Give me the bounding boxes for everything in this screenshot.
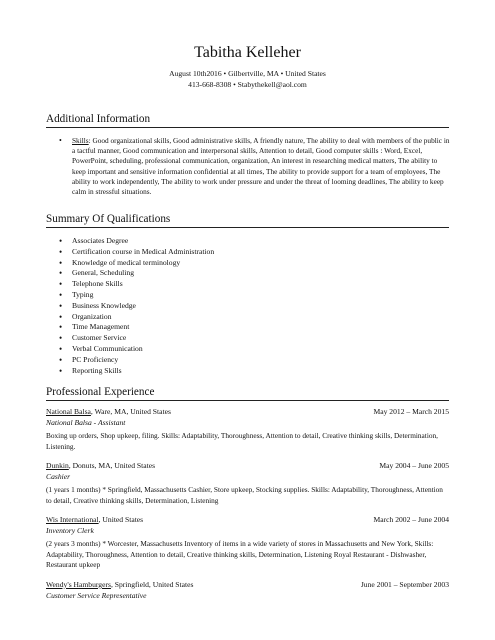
job-header <box>46 514 449 525</box>
job-location: , Donuts, MA, United States <box>68 461 156 470</box>
skills-label: Skills <box>72 136 89 145</box>
contact-line-phone-email: 413-668-8308 • Stabythekell@aol.com <box>188 80 307 89</box>
job-entry-national-balsa <box>46 406 449 452</box>
list-item: • Customer Service <box>59 333 214 344</box>
list-item: • Certification course in Medical Administration <box>59 247 214 258</box>
section-title-summary-of-qualifications: Summary Of Qualifications <box>46 212 449 228</box>
qualifications-list <box>59 236 214 376</box>
list-item: • Organization <box>59 312 214 323</box>
bullet-icon: • <box>59 136 62 145</box>
job-location: , United States <box>98 515 144 524</box>
job-title: Cashier <box>46 472 71 481</box>
job-company: Wis International <box>46 515 99 524</box>
job-entry-wis-international <box>46 514 449 571</box>
list-item: • General, Scheduling <box>59 268 214 279</box>
list-item: • Associates Degree <box>59 236 214 247</box>
job-dates: May 2012 – March 2015 <box>373 407 449 416</box>
job-employer <box>46 406 171 417</box>
job-description: (1 years 1 months) * Springfield, Massachusetts Cashier, Store upkeep, Stocking supplies. Skills: Adaptability, Thoroughness, Attention to detail, Creative thinking skills, Determination, Listening <box>46 485 443 505</box>
job-entry-dunkin <box>46 460 449 506</box>
job-description: (2 years 3 months) * Worcester, Massachusetts Inventory of items in a wide variety of stores in Massachusetts and New York, Skills: Adaptability, Thoroughness, Attention to detail, Creative thinking skills, Determination, Listening Royal Restaurant - Dishwasher, Restaurant upkeep <box>46 539 434 570</box>
job-company: Dunkin <box>46 461 69 470</box>
job-description: Boxing up orders, Shop upkeep, filing. Skills: Adaptability, Thoroughness, Attention to detail, Creative thinking skills, Determination, Listening. <box>46 431 438 451</box>
job-header <box>46 460 449 471</box>
job-title: Inventory Clerk <box>46 526 94 535</box>
job-employer <box>46 514 143 525</box>
job-location: , Ware, MA, United States <box>90 407 171 416</box>
job-header <box>46 579 449 590</box>
contact-line-date-location: August 10th2016 • Gilbertville, MA • United States <box>169 69 326 78</box>
list-item: • Time Management <box>59 322 214 333</box>
list-item: • Telephone Skills <box>59 279 214 290</box>
job-dates: May 2004 – June 2005 <box>379 461 449 470</box>
job-location: , Springfield, United States <box>110 580 194 589</box>
list-item: • PC Proficiency <box>59 355 214 366</box>
list-item: • Verbal Communication <box>59 344 214 355</box>
section-title-professional-experience: Professional Experience <box>46 385 449 401</box>
job-employer <box>46 460 155 471</box>
skills-paragraph <box>59 136 452 197</box>
list-item: • Business Knowledge <box>59 301 214 312</box>
job-title: Customer Service Representative <box>46 591 147 600</box>
job-entry-wendys-hamburgers <box>46 579 449 601</box>
job-company: National Balsa <box>46 407 91 416</box>
skills-text: : Good organizational skills, Good administrative skills, A friendly nature, The ability to deal with members of the public in a tactful manner, Good communication and interpersonal skills, Attention to detail, Good computer skills : Word, Excel, PowerPoint, scheduling, professional communication, organization, An interest in researching medical matters, The ability to keep important and sensitive information confidential at all times, The ability to provide support for a team of employees, The ability to work independently, The ability to work under pressure and under the threat of looming deadlines, The ability to keep calm in stressful situations. <box>72 136 450 197</box>
candidate-name: Tabitha Kelleher <box>194 44 301 61</box>
job-dates: June 2001 – September 2003 <box>360 580 449 589</box>
list-item: • Knowledge of medical terminology <box>59 258 214 269</box>
job-title: National Balsa - Assistant <box>46 418 126 427</box>
section-title-additional-information: Additional Information <box>46 112 449 128</box>
job-header <box>46 406 449 417</box>
list-item: • Typing <box>59 290 214 301</box>
job-employer <box>46 579 193 590</box>
job-company: Wendy's Hamburgers <box>46 580 111 589</box>
job-dates: March 2002 – June 2004 <box>373 515 449 524</box>
list-item: • Reporting Skills <box>59 366 214 377</box>
